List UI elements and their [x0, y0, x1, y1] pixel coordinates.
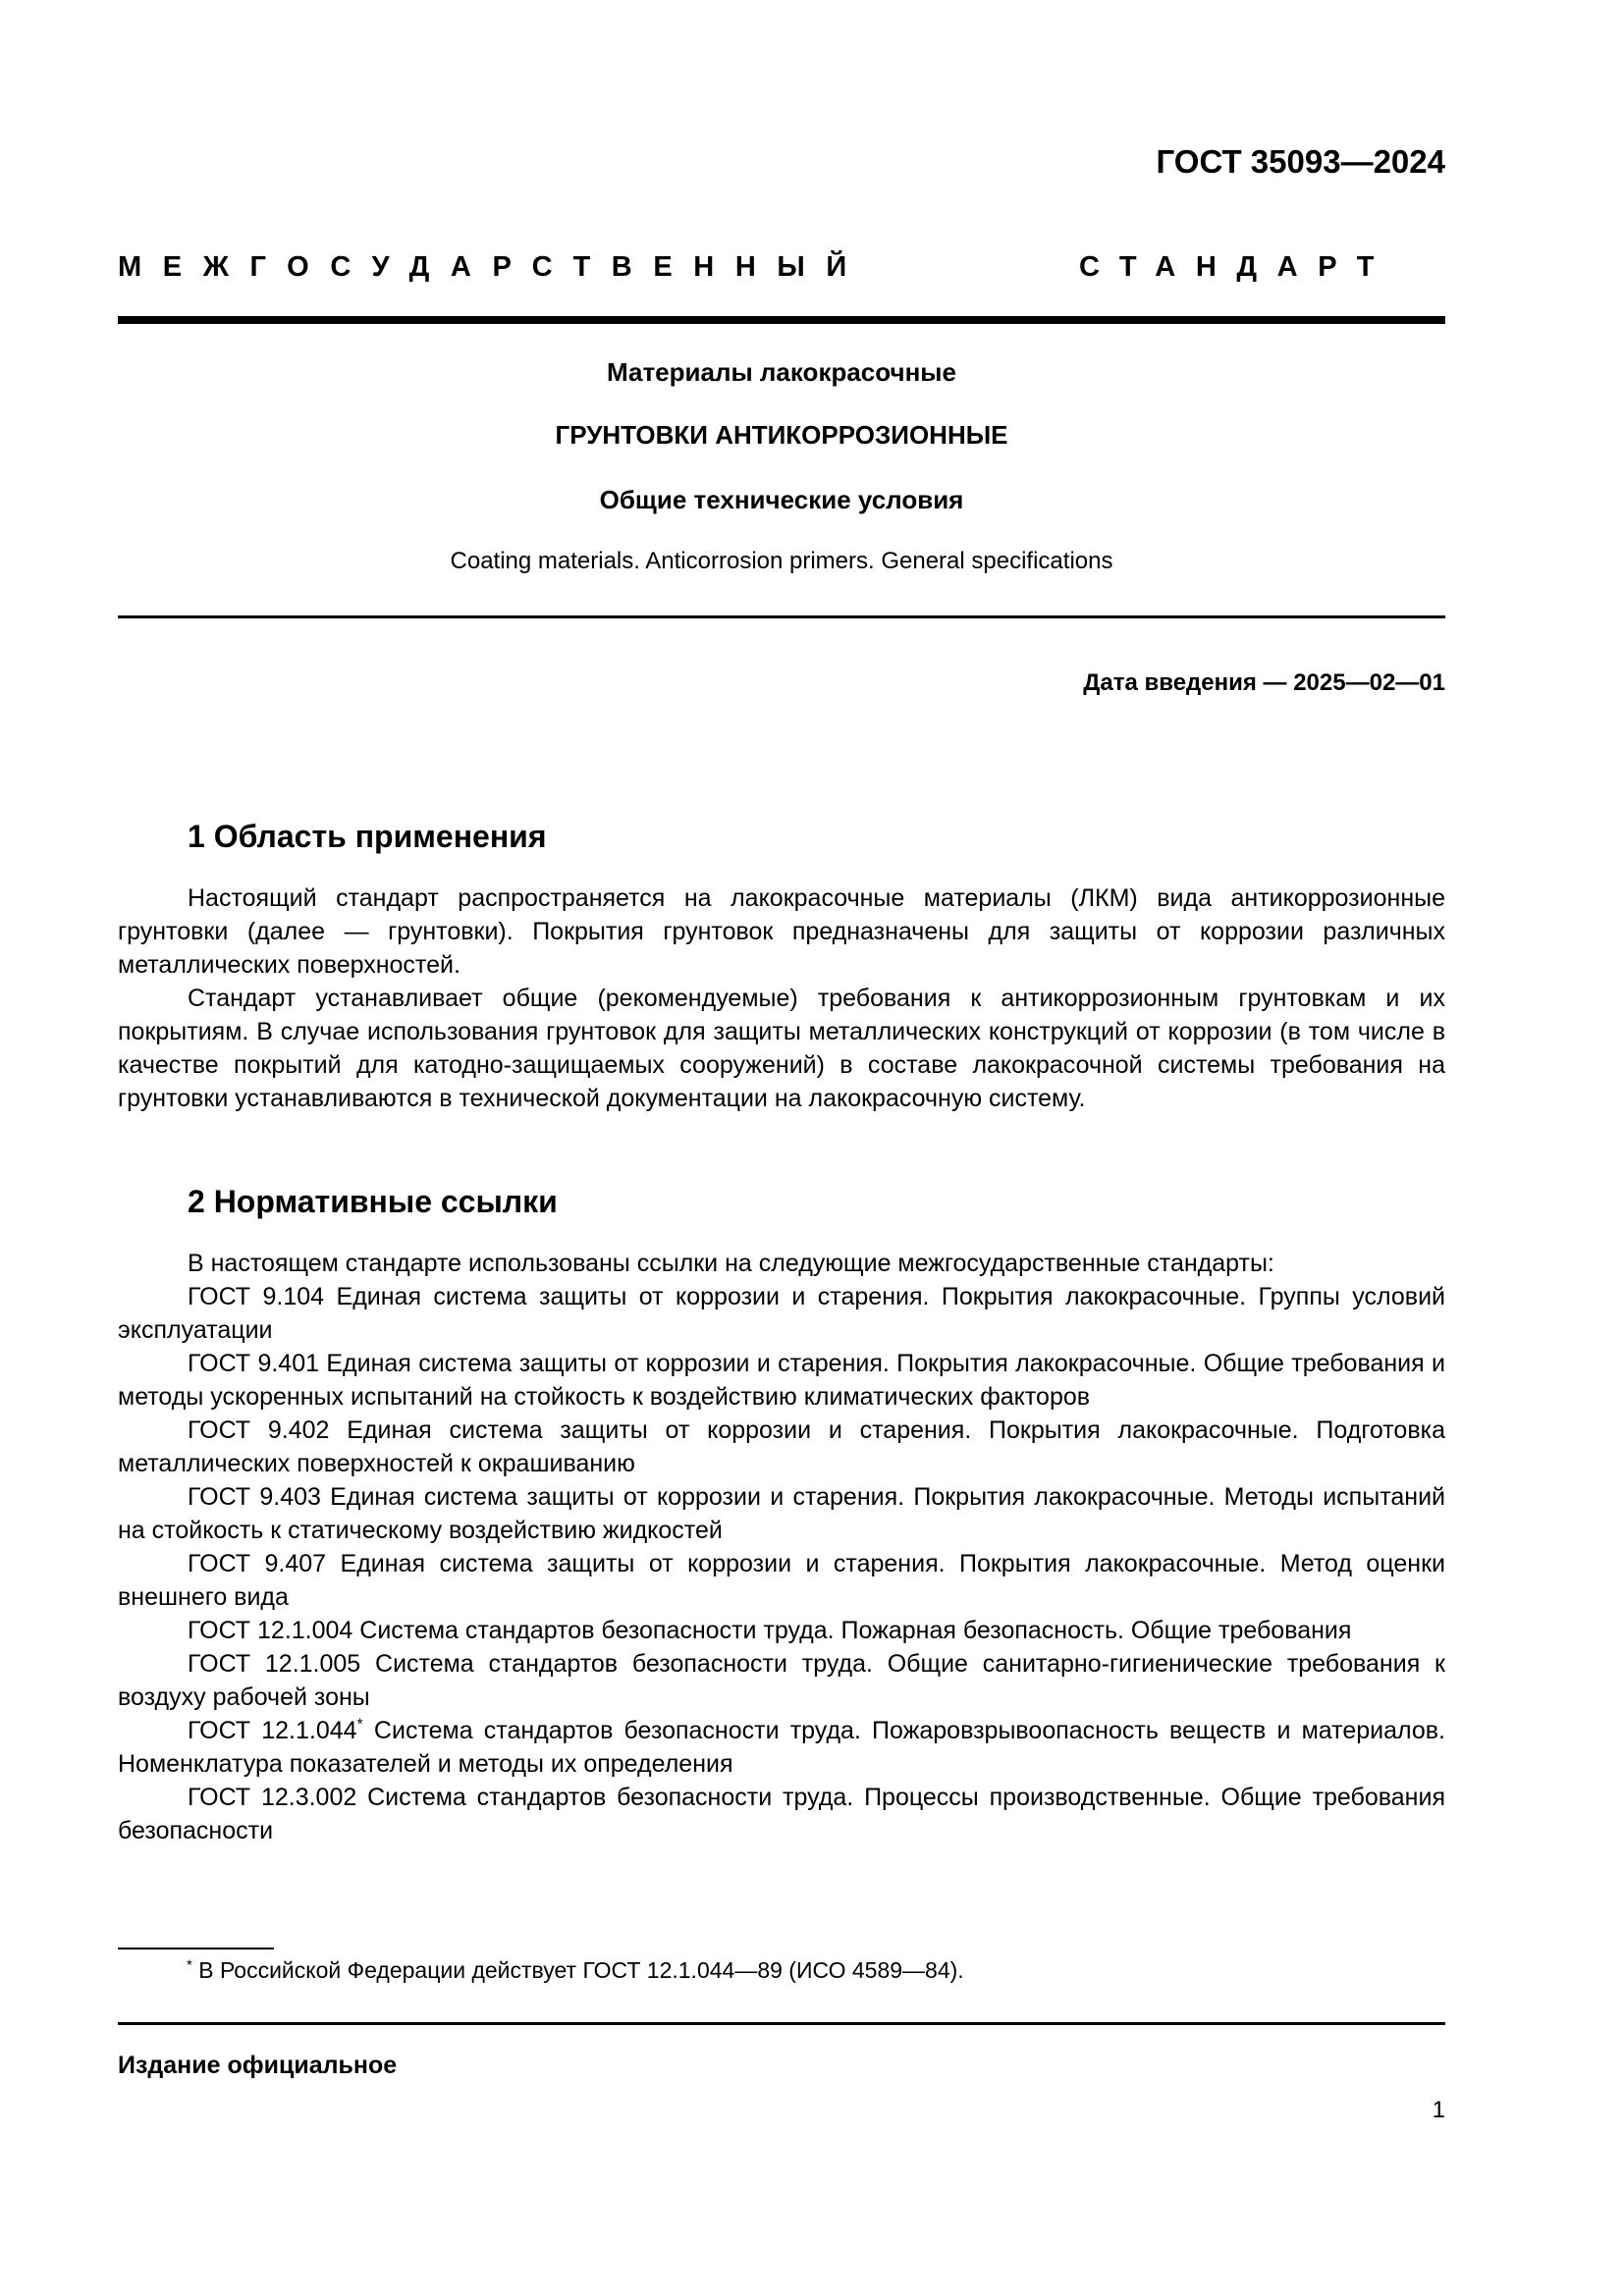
reference-title: Система стандартов безопасности труда. Пожаровзрывоопасность веществ и материалов. Номенклатура показателей и методы их определения: [118, 1717, 1445, 1778]
title-spec: Общие технические условия: [599, 485, 964, 514]
reference-item: ГОСТ 12.3.002 Система стандартов безопасности труда. Процессы производственные. Общие требования безопасности: [118, 1784, 1445, 1844]
reference-item: ГОСТ 9.403 Единая система защиты от коррозии и старения. Покрытия лакокрасочные. Методы испытаний на стойкость к статическому воздействию жидкостей: [118, 1483, 1445, 1544]
reference-item: ГОСТ 9.401 Единая система защиты от коррозии и старения. Покрытия лакокрасочные. Общие требования и методы ускоренных испытаний на стойкость к воздействию климатических факторов: [118, 1350, 1445, 1411]
footnote-text: В Российской Федерации действует ГОСТ 12.1.044—89 (ИСО 4589—84).: [191, 1957, 964, 1983]
footnote-mark: *: [187, 1956, 192, 1974]
reference-item: ГОСТ 9.407 Единая система защиты от коррозии и старения. Покрытия лакокрасочные. Метод оценки внешнего вида: [118, 1550, 1445, 1611]
paragraph: Стандарт устанавливает общие (рекомендуемые) требования к антикоррозионным грунтовкам и их покрытиям. В случае использования грунтовок для защиты металлических конструкций от коррозии (в том числе в качестве покрытий для катодно-защищаемых сооружений) в составе лакокрасочной системы требования на грунтовки устанавливаются в технической документации на лакокрасочную систему.: [118, 985, 1445, 1112]
reference-code: ГОСТ 12.1.044: [188, 1717, 357, 1744]
references-intro: В настоящем стандарте использованы ссылки на следующие межгосударственные стандарты:: [188, 1250, 1274, 1277]
edition-label: Издание официальное: [118, 2052, 398, 2079]
title-english: Coating materials. Anticorrosion primers. General specifications: [450, 548, 1113, 574]
section-heading-references: 2 Нормативные ссылки: [188, 1184, 558, 1219]
footnote: [187, 1957, 964, 1984]
reference-item: ГОСТ 9.402 Единая система защиты от коррозии и старения. Покрытия лакокрасочные. Подготовка металлических поверхностей к окрашиванию: [118, 1416, 1445, 1477]
introduction-date: Дата введения — 2025—02—01: [1083, 669, 1445, 696]
footer-rule: [118, 2022, 1445, 2025]
page-number: 1: [1432, 2097, 1445, 2123]
reference-item: ГОСТ 12.1.005 Система стандартов безопасности труда. Общие санитарно-гигиенические требования к воздуху рабочей зоны: [118, 1650, 1445, 1711]
banner-interstate: МЕЖГОСУДАРСТВЕННЫЙ: [118, 251, 868, 283]
paragraph: Настоящий стандарт распространяется на лакокрасочные материалы (ЛКМ) вида антикоррозионные грунтовки (далее — грунтовки). Покрытия грунтовок предназначены для защиты от коррозии различных металлических поверхностей.: [118, 884, 1445, 979]
footnote-mark: *: [356, 1716, 363, 1734]
reference-item: ГОСТ 12.1.004 Система стандартов безопасности труда. Пожарная безопасность. Общие требования: [188, 1617, 1352, 1644]
title-main: Материалы лакокрасочные: [607, 357, 956, 387]
section-body-scope: [118, 881, 1445, 1115]
reference-item: ГОСТ 9.104 Единая система защиты от коррозии и старения. Покрытия лакокрасочные. Группы условий эксплуатации: [118, 1283, 1445, 1344]
section-body-references: [118, 1247, 1445, 1847]
title-rule: [118, 615, 1445, 618]
banner-standard: СТАНДАРТ: [1079, 251, 1395, 283]
document-number: ГОСТ 35093—2024: [1156, 143, 1445, 180]
title-subtitle: ГРУНТОВКИ АНТИКОРРОЗИОННЫЕ: [555, 420, 1008, 450]
footnote-rule: [118, 1948, 274, 1949]
reference-item-footnoted: [118, 1714, 1445, 1781]
header-rule: [118, 316, 1445, 324]
section-heading-scope: 1 Область применения: [188, 819, 547, 854]
